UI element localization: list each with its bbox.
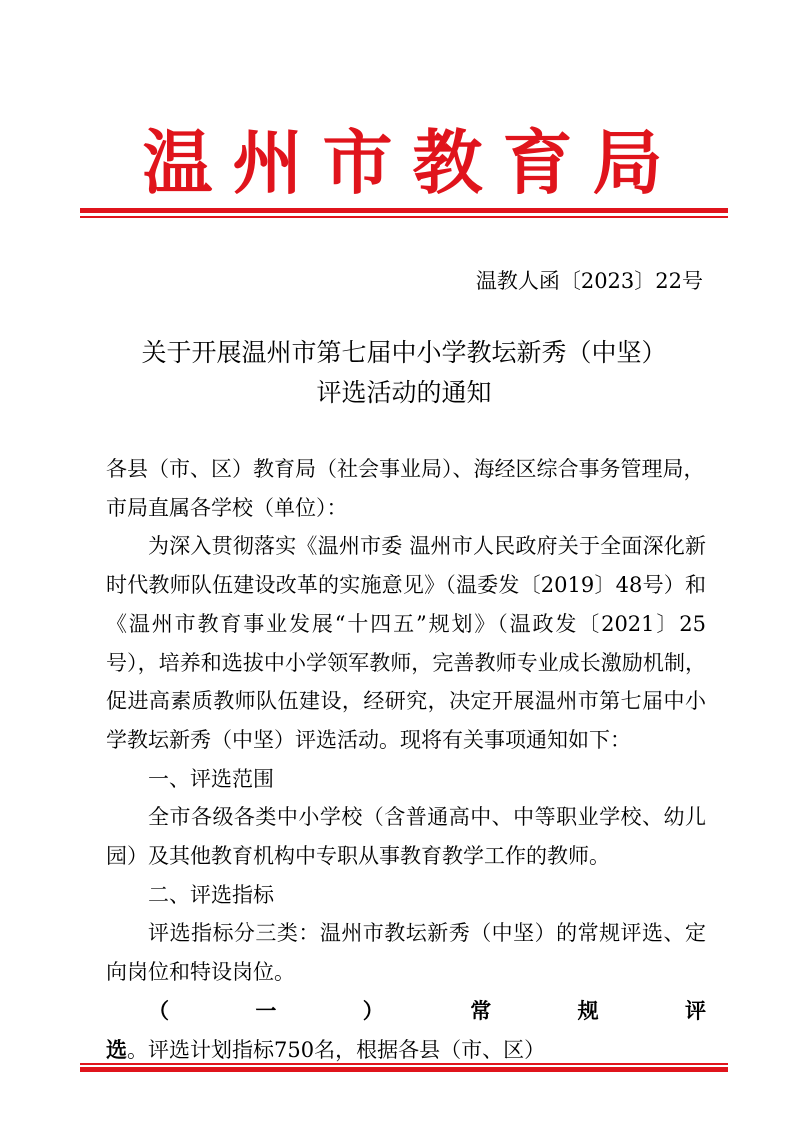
section-2-heading: 二、评选指标 [148,882,274,907]
section-2-item-1 [106,992,706,1069]
intro-paragraph: 为深入贯彻落实《温州市委 温州市人民政府关于全面深化新时代教师队伍建设改革的实施意见》（温委发〔2019〕48号）和《温州市教育事业发展“十四五”规划》（温政发〔2021〕25号），培养和选拔中小学领军教师，完善教师专业成长激励机制，促进高素质教师队伍建设，经研究，决定开展温州市第七届中小学教坛新秀（中坚）评选活动。现将有关事项通知如下： [106,534,706,752]
masthead-title: 温州市教育局 [142,121,683,204]
section-1-paragraph: 全市各级各类中小学校（含普通高中、中等职业学校、幼儿园）及其他教育机构中专职从事教育教学工作的教师。 [106,805,706,869]
footer-rule-thin [80,1063,728,1065]
section-1-heading: 一、评选范围 [148,766,274,791]
addressee-line-2: 市局直属各学校（单位）： [106,495,348,520]
section-2-paragraph: 评选指标分三类：温州市教坛新秀（中坚）的常规评选、定向岗位和特设岗位。 [106,921,706,985]
addressee-line-1: 各县（市、区）教育局（社会事业局）、海经区综合事务管理局， [106,457,705,481]
document-title [80,333,728,413]
masthead-rule-thin [80,216,728,218]
document-body [106,450,706,1069]
document-number: 温教人函〔2023〕22号 [475,269,703,293]
footer-rule-thick [80,1067,728,1072]
title-line-2: 评选活动的通知 [316,378,492,407]
section-2-item-1-text: 。评选计划指标750名，根据各县（市、区） [127,1037,546,1062]
title-line-1: 关于开展温州市第七届中小学教坛新秀（中坚） [141,338,667,367]
section-2-item-1-lead: （一）常规评选 [106,997,706,1062]
masthead-rule-thick [80,208,728,213]
